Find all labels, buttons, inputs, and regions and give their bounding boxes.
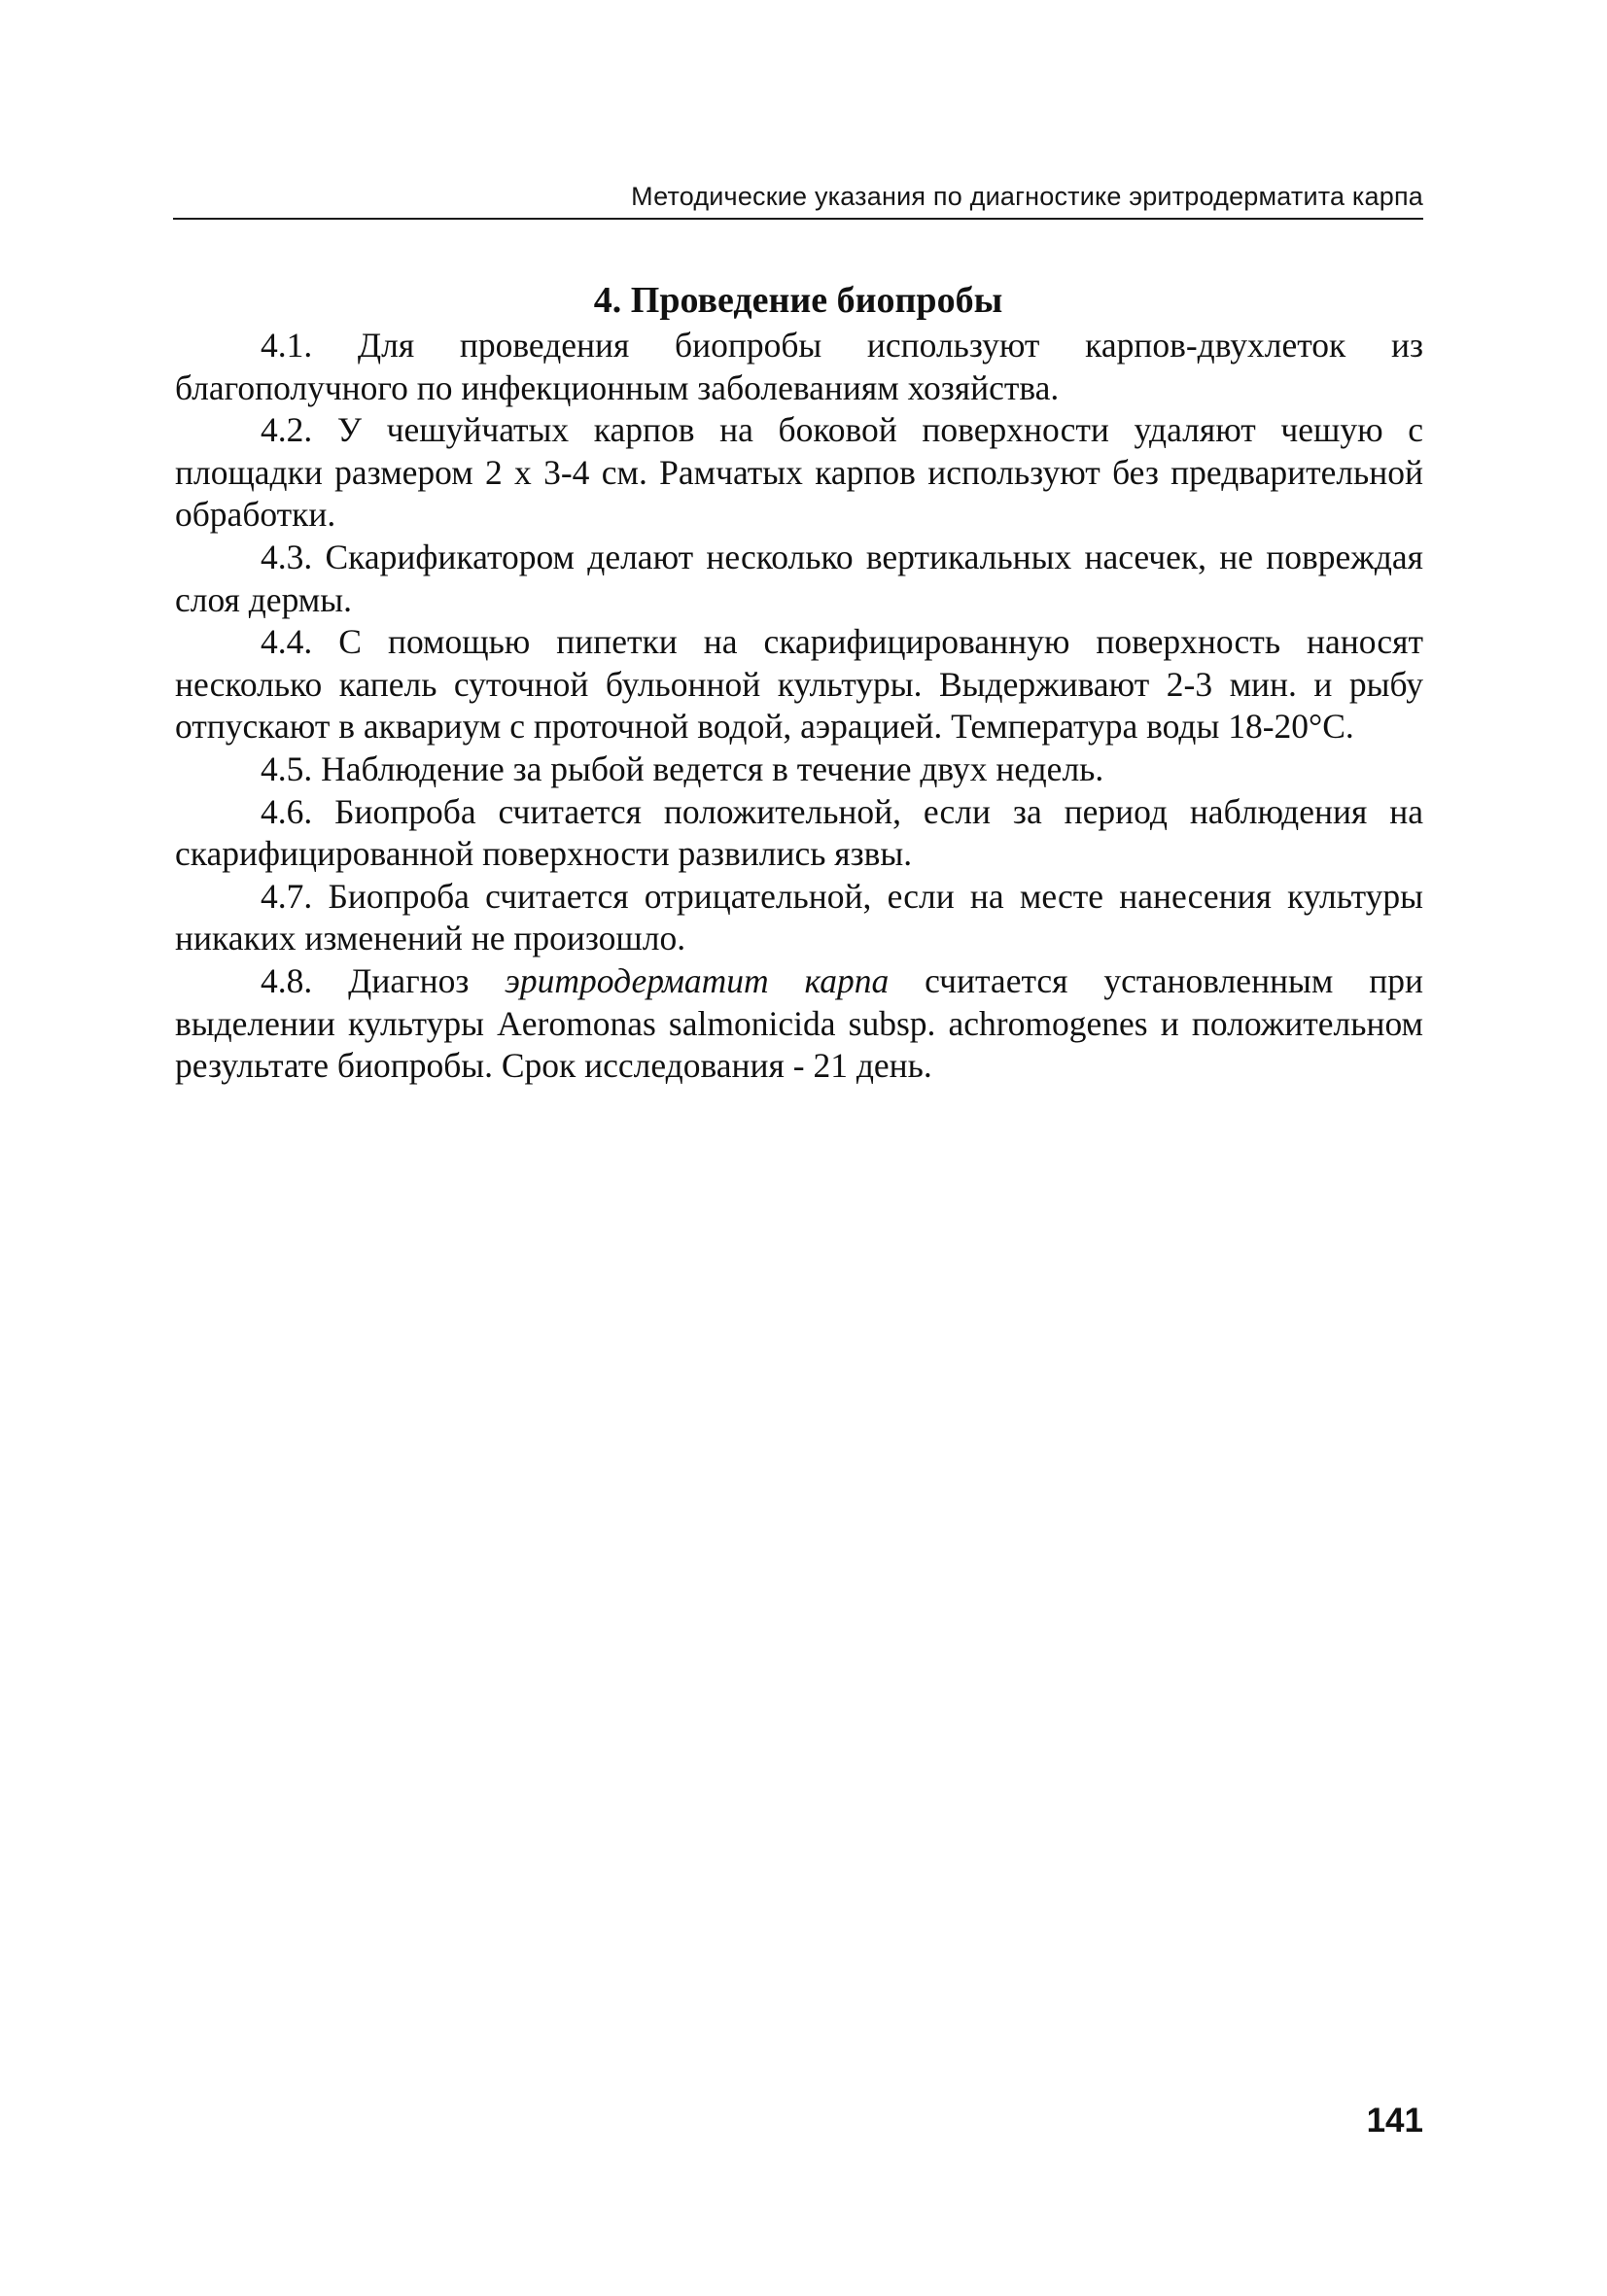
paragraph-4-6: 4.6. Биопроба считается положительной, если за период наблюдения на скарифицированной поверхности развились язвы.	[175, 791, 1423, 874]
paragraph-4-3: 4.3. Скарификатором делают несколько вертикальных насечек, не повреждая слоя дермы.	[175, 537, 1423, 619]
paragraph-4-5: 4.5. Наблюдение за рыбой ведется в течение двух недель.	[261, 748, 1104, 788]
diagnosis-term: эритродерматит карпа	[505, 960, 890, 1000]
paragraph-4-8-lead: 4.8. Диагноз	[261, 960, 506, 1000]
running-header: Методические указания по диагностике эритродерматита карпа	[631, 182, 1423, 211]
paragraph-4-4: 4.4. С помощью пипетки на скарифицированную поверхность наносят несколько капель суточной бульонной культуры. Выдерживают 2-3 мин. и рыбу отпускают в аквариум с проточной водой, аэрацией. Температура воды 18-20°С.	[175, 622, 1423, 747]
paragraph-4-8	[175, 960, 1423, 1088]
paragraph-4-8-rest: считается установленным при выделении культуры Aeromonas salmonicida subsp. achromogenes и положительном результате биопробы. Срок исследования - 21 день.	[175, 960, 1423, 1086]
paragraph-4-7: 4.7. Биопроба считается отрицательной, если на месте нанесения культуры никаких изменений не произошло.	[175, 876, 1423, 958]
section-body	[175, 325, 1423, 1088]
section-title: 4. Проведение биопробы	[593, 280, 1003, 322]
paragraph-4-1: 4.1. Для проведения биопробы используют карпов-двухлеток из благополучного по инфекционным заболеваниям хозяйства.	[175, 326, 1423, 407]
page-number: 141	[1366, 2102, 1423, 2139]
header-rule	[173, 218, 1423, 220]
paragraph-4-2: 4.2. У чешуйчатых карпов на боковой поверхности удаляют чешую с площадки размером 2 х 3-4 см. Рамчатых карпов используют без предварительной обработки.	[175, 410, 1423, 535]
